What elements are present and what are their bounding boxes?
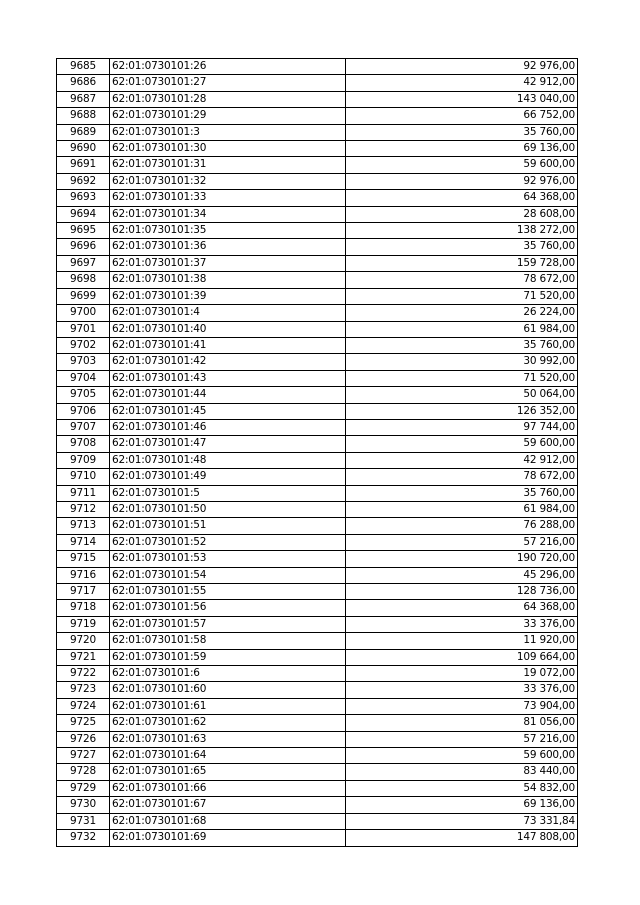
row-number-cell: 9702: [57, 337, 110, 353]
table-row: [57, 354, 578, 370]
table-row: [57, 534, 578, 550]
cadastral-number-cell: 62:01:0730101:60: [110, 682, 346, 698]
value-cell: 35 760,00: [346, 124, 578, 140]
table-row: [57, 321, 578, 337]
value-cell: 35 760,00: [346, 485, 578, 501]
table-row: [57, 91, 578, 107]
cadastral-number-cell: 62:01:0730101:61: [110, 698, 346, 714]
row-number-cell: 9685: [57, 59, 110, 75]
table-row: [57, 337, 578, 353]
cadastral-number-cell: 62:01:0730101:65: [110, 764, 346, 780]
value-cell: 57 216,00: [346, 534, 578, 550]
table-row: [57, 731, 578, 747]
value-cell: 92 976,00: [346, 59, 578, 75]
cadastral-number-cell: 62:01:0730101:6: [110, 666, 346, 682]
row-number-cell: 9703: [57, 354, 110, 370]
row-number-cell: 9687: [57, 91, 110, 107]
value-cell: 61 984,00: [346, 321, 578, 337]
cadastral-number-cell: 62:01:0730101:49: [110, 469, 346, 485]
row-number-cell: 9727: [57, 748, 110, 764]
row-number-cell: 9706: [57, 403, 110, 419]
value-cell: 26 224,00: [346, 305, 578, 321]
value-cell: 66 752,00: [346, 108, 578, 124]
table-row: [57, 419, 578, 435]
row-number-cell: 9709: [57, 452, 110, 468]
value-cell: 143 040,00: [346, 91, 578, 107]
row-number-cell: 9720: [57, 633, 110, 649]
cadastral-number-cell: 62:01:0730101:29: [110, 108, 346, 124]
row-number-cell: 9718: [57, 600, 110, 616]
cadastral-number-cell: 62:01:0730101:28: [110, 91, 346, 107]
table-row: [57, 600, 578, 616]
cadastral-number-cell: 62:01:0730101:62: [110, 715, 346, 731]
value-cell: 28 608,00: [346, 206, 578, 222]
row-number-cell: 9722: [57, 666, 110, 682]
table-row: [57, 288, 578, 304]
value-cell: 78 672,00: [346, 469, 578, 485]
table-row: [57, 436, 578, 452]
value-cell: 30 992,00: [346, 354, 578, 370]
table-row: [57, 206, 578, 222]
cadastral-number-cell: 62:01:0730101:34: [110, 206, 346, 222]
value-cell: 59 600,00: [346, 748, 578, 764]
cadastral-number-cell: 62:01:0730101:53: [110, 551, 346, 567]
value-cell: 19 072,00: [346, 666, 578, 682]
cadastral-number-cell: 62:01:0730101:37: [110, 255, 346, 271]
row-number-cell: 9686: [57, 75, 110, 91]
table-row: [57, 567, 578, 583]
row-number-cell: 9705: [57, 387, 110, 403]
table-row: [57, 75, 578, 91]
cadastral-number-cell: 62:01:0730101:35: [110, 223, 346, 239]
table-row: [57, 59, 578, 75]
table-row: [57, 255, 578, 271]
table-row: [57, 190, 578, 206]
table-row: [57, 452, 578, 468]
cadastral-number-cell: 62:01:0730101:39: [110, 288, 346, 304]
value-cell: 45 296,00: [346, 567, 578, 583]
row-number-cell: 9726: [57, 731, 110, 747]
table-row: [57, 518, 578, 534]
cadastral-number-cell: 62:01:0730101:57: [110, 616, 346, 632]
cadastral-number-cell: 62:01:0730101:56: [110, 600, 346, 616]
cadastral-number-cell: 62:01:0730101:43: [110, 370, 346, 386]
cadastral-number-cell: 62:01:0730101:5: [110, 485, 346, 501]
row-number-cell: 9729: [57, 780, 110, 796]
value-cell: 33 376,00: [346, 682, 578, 698]
value-cell: 57 216,00: [346, 731, 578, 747]
row-number-cell: 9707: [57, 419, 110, 435]
table-row: [57, 633, 578, 649]
value-cell: 69 136,00: [346, 797, 578, 813]
table-row: [57, 501, 578, 517]
value-cell: 11 920,00: [346, 633, 578, 649]
row-number-cell: 9728: [57, 764, 110, 780]
table-row: [57, 748, 578, 764]
table-row: [57, 830, 578, 846]
table-row: [57, 387, 578, 403]
table-row: [57, 239, 578, 255]
value-cell: 92 976,00: [346, 173, 578, 189]
cadastral-number-cell: 62:01:0730101:59: [110, 649, 346, 665]
row-number-cell: 9725: [57, 715, 110, 731]
value-cell: 61 984,00: [346, 501, 578, 517]
value-cell: 78 672,00: [346, 272, 578, 288]
cadastral-number-cell: 62:01:0730101:44: [110, 387, 346, 403]
table-row: [57, 370, 578, 386]
cadastral-number-cell: 62:01:0730101:48: [110, 452, 346, 468]
cadastral-number-cell: 62:01:0730101:52: [110, 534, 346, 550]
value-cell: 128 736,00: [346, 584, 578, 600]
value-cell: 138 272,00: [346, 223, 578, 239]
data-table: [56, 58, 578, 847]
cadastral-number-cell: 62:01:0730101:45: [110, 403, 346, 419]
value-cell: 76 288,00: [346, 518, 578, 534]
row-number-cell: 9688: [57, 108, 110, 124]
cadastral-number-cell: 62:01:0730101:69: [110, 830, 346, 846]
table-row: [57, 141, 578, 157]
cadastral-number-cell: 62:01:0730101:31: [110, 157, 346, 173]
table-row: [57, 305, 578, 321]
table-row: [57, 813, 578, 829]
row-number-cell: 9700: [57, 305, 110, 321]
table-row: [57, 108, 578, 124]
row-number-cell: 9713: [57, 518, 110, 534]
value-cell: 73 904,00: [346, 698, 578, 714]
row-number-cell: 9723: [57, 682, 110, 698]
row-number-cell: 9724: [57, 698, 110, 714]
row-number-cell: 9693: [57, 190, 110, 206]
value-cell: 33 376,00: [346, 616, 578, 632]
value-cell: 35 760,00: [346, 239, 578, 255]
cadastral-number-cell: 62:01:0730101:4: [110, 305, 346, 321]
value-cell: 50 064,00: [346, 387, 578, 403]
value-cell: 97 744,00: [346, 419, 578, 435]
cadastral-number-cell: 62:01:0730101:64: [110, 748, 346, 764]
value-cell: 81 056,00: [346, 715, 578, 731]
cadastral-number-cell: 62:01:0730101:33: [110, 190, 346, 206]
value-cell: 71 520,00: [346, 288, 578, 304]
row-number-cell: 9715: [57, 551, 110, 567]
cadastral-number-cell: 62:01:0730101:27: [110, 75, 346, 91]
cadastral-number-cell: 62:01:0730101:26: [110, 59, 346, 75]
table-row: [57, 124, 578, 140]
cadastral-number-cell: 62:01:0730101:36: [110, 239, 346, 255]
table-row: [57, 797, 578, 813]
table-row: [57, 157, 578, 173]
value-cell: 35 760,00: [346, 337, 578, 353]
row-number-cell: 9710: [57, 469, 110, 485]
value-cell: 42 912,00: [346, 452, 578, 468]
cadastral-number-cell: 62:01:0730101:30: [110, 141, 346, 157]
value-cell: 71 520,00: [346, 370, 578, 386]
cadastral-number-cell: 62:01:0730101:63: [110, 731, 346, 747]
value-cell: 59 600,00: [346, 157, 578, 173]
row-number-cell: 9714: [57, 534, 110, 550]
table-body: [57, 59, 578, 847]
cadastral-number-cell: 62:01:0730101:58: [110, 633, 346, 649]
table-row: [57, 272, 578, 288]
row-number-cell: 9719: [57, 616, 110, 632]
cadastral-number-cell: 62:01:0730101:47: [110, 436, 346, 452]
row-number-cell: 9698: [57, 272, 110, 288]
row-number-cell: 9731: [57, 813, 110, 829]
row-number-cell: 9694: [57, 206, 110, 222]
cadastral-number-cell: 62:01:0730101:50: [110, 501, 346, 517]
value-cell: 159 728,00: [346, 255, 578, 271]
row-number-cell: 9691: [57, 157, 110, 173]
table-row: [57, 780, 578, 796]
table-row: [57, 764, 578, 780]
row-number-cell: 9699: [57, 288, 110, 304]
row-number-cell: 9692: [57, 173, 110, 189]
cadastral-number-cell: 62:01:0730101:32: [110, 173, 346, 189]
cadastral-number-cell: 62:01:0730101:41: [110, 337, 346, 353]
row-number-cell: 9696: [57, 239, 110, 255]
value-cell: 83 440,00: [346, 764, 578, 780]
row-number-cell: 9690: [57, 141, 110, 157]
row-number-cell: 9697: [57, 255, 110, 271]
cadastral-number-cell: 62:01:0730101:38: [110, 272, 346, 288]
cadastral-number-cell: 62:01:0730101:42: [110, 354, 346, 370]
value-cell: 147 808,00: [346, 830, 578, 846]
table-row: [57, 584, 578, 600]
value-cell: 109 664,00: [346, 649, 578, 665]
value-cell: 64 368,00: [346, 190, 578, 206]
cadastral-number-cell: 62:01:0730101:51: [110, 518, 346, 534]
value-cell: 54 832,00: [346, 780, 578, 796]
row-number-cell: 9730: [57, 797, 110, 813]
value-cell: 64 368,00: [346, 600, 578, 616]
cadastral-number-cell: 62:01:0730101:66: [110, 780, 346, 796]
cadastral-number-cell: 62:01:0730101:68: [110, 813, 346, 829]
cadastral-number-cell: 62:01:0730101:46: [110, 419, 346, 435]
cadastral-number-cell: 62:01:0730101:55: [110, 584, 346, 600]
table-row: [57, 551, 578, 567]
table-row: [57, 469, 578, 485]
row-number-cell: 9708: [57, 436, 110, 452]
table-row: [57, 173, 578, 189]
table-row: [57, 666, 578, 682]
cadastral-number-cell: 62:01:0730101:40: [110, 321, 346, 337]
value-cell: 59 600,00: [346, 436, 578, 452]
row-number-cell: 9701: [57, 321, 110, 337]
table-row: [57, 403, 578, 419]
table-row: [57, 649, 578, 665]
row-number-cell: 9716: [57, 567, 110, 583]
row-number-cell: 9732: [57, 830, 110, 846]
value-cell: 73 331,84: [346, 813, 578, 829]
value-cell: 126 352,00: [346, 403, 578, 419]
row-number-cell: 9717: [57, 584, 110, 600]
row-number-cell: 9711: [57, 485, 110, 501]
table-row: [57, 682, 578, 698]
table-row: [57, 485, 578, 501]
row-number-cell: 9721: [57, 649, 110, 665]
value-cell: 190 720,00: [346, 551, 578, 567]
row-number-cell: 9712: [57, 501, 110, 517]
table-row: [57, 698, 578, 714]
cadastral-number-cell: 62:01:0730101:67: [110, 797, 346, 813]
table-row: [57, 223, 578, 239]
row-number-cell: 9689: [57, 124, 110, 140]
table-row: [57, 616, 578, 632]
value-cell: 69 136,00: [346, 141, 578, 157]
row-number-cell: 9695: [57, 223, 110, 239]
table-row: [57, 715, 578, 731]
cadastral-number-cell: 62:01:0730101:3: [110, 124, 346, 140]
value-cell: 42 912,00: [346, 75, 578, 91]
cadastral-number-cell: 62:01:0730101:54: [110, 567, 346, 583]
row-number-cell: 9704: [57, 370, 110, 386]
